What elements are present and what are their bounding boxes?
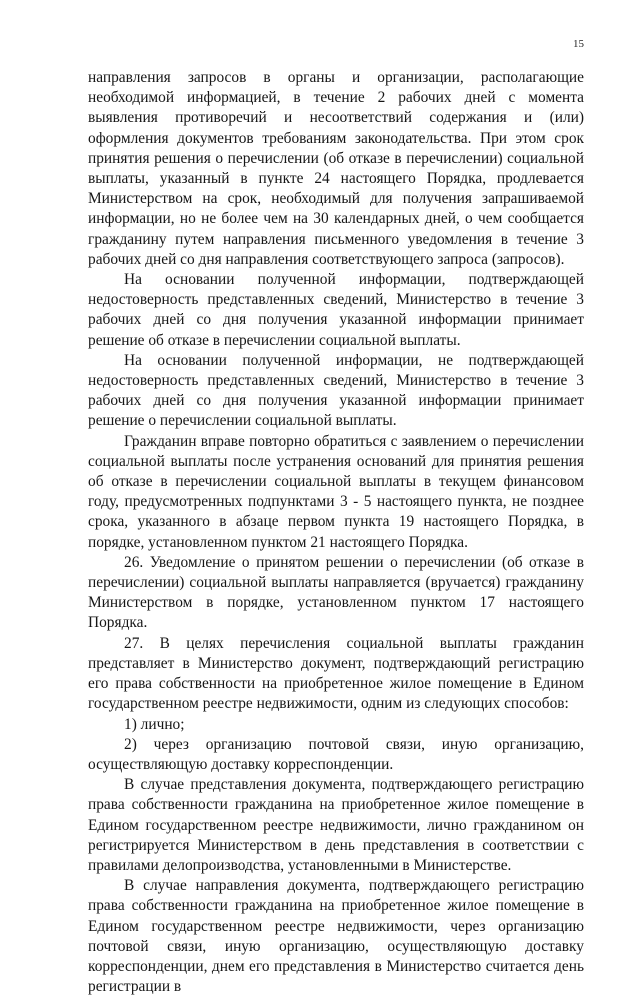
paragraph-item-27: 27. В целях перечисления социальной выплаты гражданин представляет в Министерство документ, подтверждающий регистрацию его права собственности на приобретенное жилое помещение в Едином государственном реестре недвижимости, одним из следующих способов:: [88, 634, 584, 713]
paragraph-in-person-registration: В случае представления документа, подтверждающего регистрацию права собственности гражданина на приобретенное жилое помещение в Едином государственном реестре недвижимости, лично гражданином он регистрируется Министерством в день представления в соответствии с правилами делопроизводства, установленными в Министерстве.: [88, 776, 584, 874]
paragraph-continuation: направления запросов в органы и организации, располагающие необходимой информацией, в течение 2 рабочих дней с момента выявления противоречий и несоответствий содержания и (или) оформления документов требованиям законодательства. При этом срок принятия решения о перечислении (об отказе в перечислении) социальной выплаты, указанный в пункте 24 настоящего Порядка, продлевается Министерством на срок, необходимый для получения запрашиваемой информации, но не более чем на 30 календарных дней, о чем сообщается гражданину путем направления письменного уведомления в течение 3 рабочих дней со дня направления соответствующего запроса (запросов).: [88, 69, 584, 268]
paragraph-unreliable-info: На основании полученной информации, подтверждающей недостоверность представленных сведений, Министерство в течение 3 рабочих дней со дня получения указанной информации принимает решение об отказе в перечислении социальной выплаты.: [88, 271, 584, 349]
paragraph-postal-registration: В случае направления документа, подтверждающего регистрацию права собственности гражданина на приобретенное жилое помещение в Едином государственном реестре недвижимости, через организацию почтовой связи, иную организацию, осуществляющую доставку корреспонденции, днем его представления в Министерство считается день регистрации в: [88, 877, 584, 996]
page-number: 15: [573, 38, 584, 50]
paragraph-reapply: Гражданин вправе повторно обратиться с заявлением о перечислении социальной выплаты после устранения оснований для принятия решения об отказе в перечислении социальной выплаты в текущем финансовом году, предусмотренных подпунктами 3 - 5 настоящего пункта, не позднее срока, указанного в абзаце первом пункта 19 настоящего Порядка, в порядке, установленном пунктом 21 настоящего Порядка.: [88, 432, 584, 551]
list-item-in-person: 1) лично;: [124, 715, 185, 733]
paragraph-item-26: 26. Уведомление о принятом решении о перечислении (об отказе в перечислении) социальной выплаты направляется (вручается) гражданину Министерством в порядке, установленном пунктом 17 настоящего Порядка.: [88, 553, 584, 632]
paragraph-reliable-info: На основании полученной информации, не подтверждающей недостоверность представленных сведений, Министерство в течение 3 рабочих дней со дня получения указанной информации принимает решение о перечислении социальной выплаты.: [88, 351, 584, 430]
document-body: [88, 68, 584, 997]
list-item-by-post: 2) через организацию почтовой связи, иную организацию, осуществляющую доставку корреспонденции.: [88, 735, 584, 773]
